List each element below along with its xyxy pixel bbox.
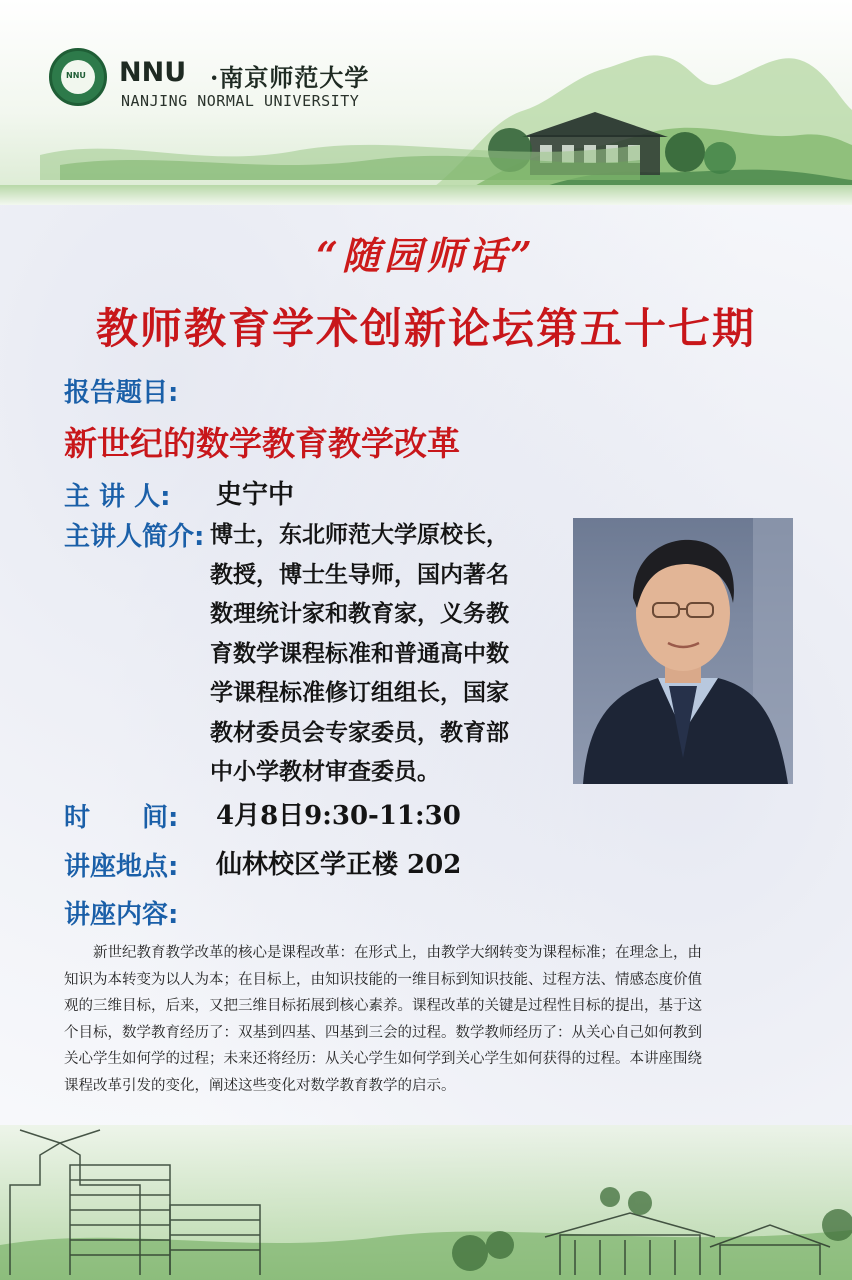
header-banner — [0, 0, 852, 205]
bio-line: 教授，博士生导师，国内著名 — [210, 560, 509, 588]
bio-line: 中小学教材审查委员。 — [210, 758, 440, 785]
bio-line: 博士，东北师范大学原校长， — [210, 521, 509, 548]
logo-chinese-name: ·南京师范大学 — [210, 63, 370, 92]
bio-line: 学课程标准修订组组长，国家 — [210, 679, 509, 706]
abstract-line: 新世纪教育教学改革的核心是课程改革：在形式上，由教学大纲转变为课程标准；在理念上，由 — [64, 945, 702, 961]
logo-english-name: NANJING NORMAL UNIVERSITY — [121, 92, 360, 110]
ink-wash-decoration — [40, 125, 640, 180]
abstract-line: 关心学生如何学的过程；未来还将经历：从关心学生如何学到关心学生如何获得的过程。本讲座围绕 — [64, 1051, 702, 1067]
abstract-line: 观的三维目标，后来，又把三维目标拓展到核心素养。课程改革的关键是过程性目标的提出，基于这 — [64, 998, 702, 1014]
bio-label: 主讲人简介: — [64, 522, 205, 552]
series-title: “随园师话” — [316, 233, 536, 278]
abstract-line: 个目标，数学教育经历了：双基到四基、四基到三会的过程。数学教师经历了：从关心自己如何教到 — [64, 1024, 702, 1041]
header-divider — [0, 185, 852, 205]
content-label: 讲座内容: — [64, 900, 179, 930]
lecture-venue: 仙林校区学正楼 202 — [216, 850, 462, 880]
bio-line: 数理统计家和教育家，义务教 — [210, 600, 509, 627]
speaker-photo — [573, 518, 793, 784]
lecture-time: 4月8日9:30-11:30 — [216, 801, 461, 831]
bio-line: 育数学课程标准和普通高中数 — [210, 639, 509, 667]
logo-abbreviation: NNU — [119, 57, 187, 88]
speaker-name: 史宁中 — [216, 480, 295, 510]
speaker-label: 主 讲 人: — [64, 482, 171, 512]
lecture-abstract — [64, 940, 794, 1099]
bio-line: 教材委员会专家委员，教育部 — [210, 718, 509, 746]
speaker-portrait-illustration — [573, 518, 793, 784]
speaker-bio — [210, 515, 555, 792]
abstract-line: 课程改革引发的变化，阐述这些变化对数学教育教学的启示。 — [64, 1077, 456, 1094]
forum-title: 教师教育学术创新论坛第五十七期 — [95, 304, 756, 353]
abstract-line: 知识为本转变为以人为本；在目标上，由知识技能的一维目标到知识技能、过程方法、情感态度价值 — [64, 971, 702, 988]
venue-label: 讲座地点: — [64, 852, 179, 882]
topic-label: 报告题目: — [64, 378, 179, 408]
university-seal-logo: NNU — [49, 48, 107, 106]
topic-title: 新世纪的数学教育教学改革 — [64, 424, 460, 463]
time-label: 时 间: — [64, 803, 179, 833]
campus-footer-illustration — [0, 1125, 852, 1280]
